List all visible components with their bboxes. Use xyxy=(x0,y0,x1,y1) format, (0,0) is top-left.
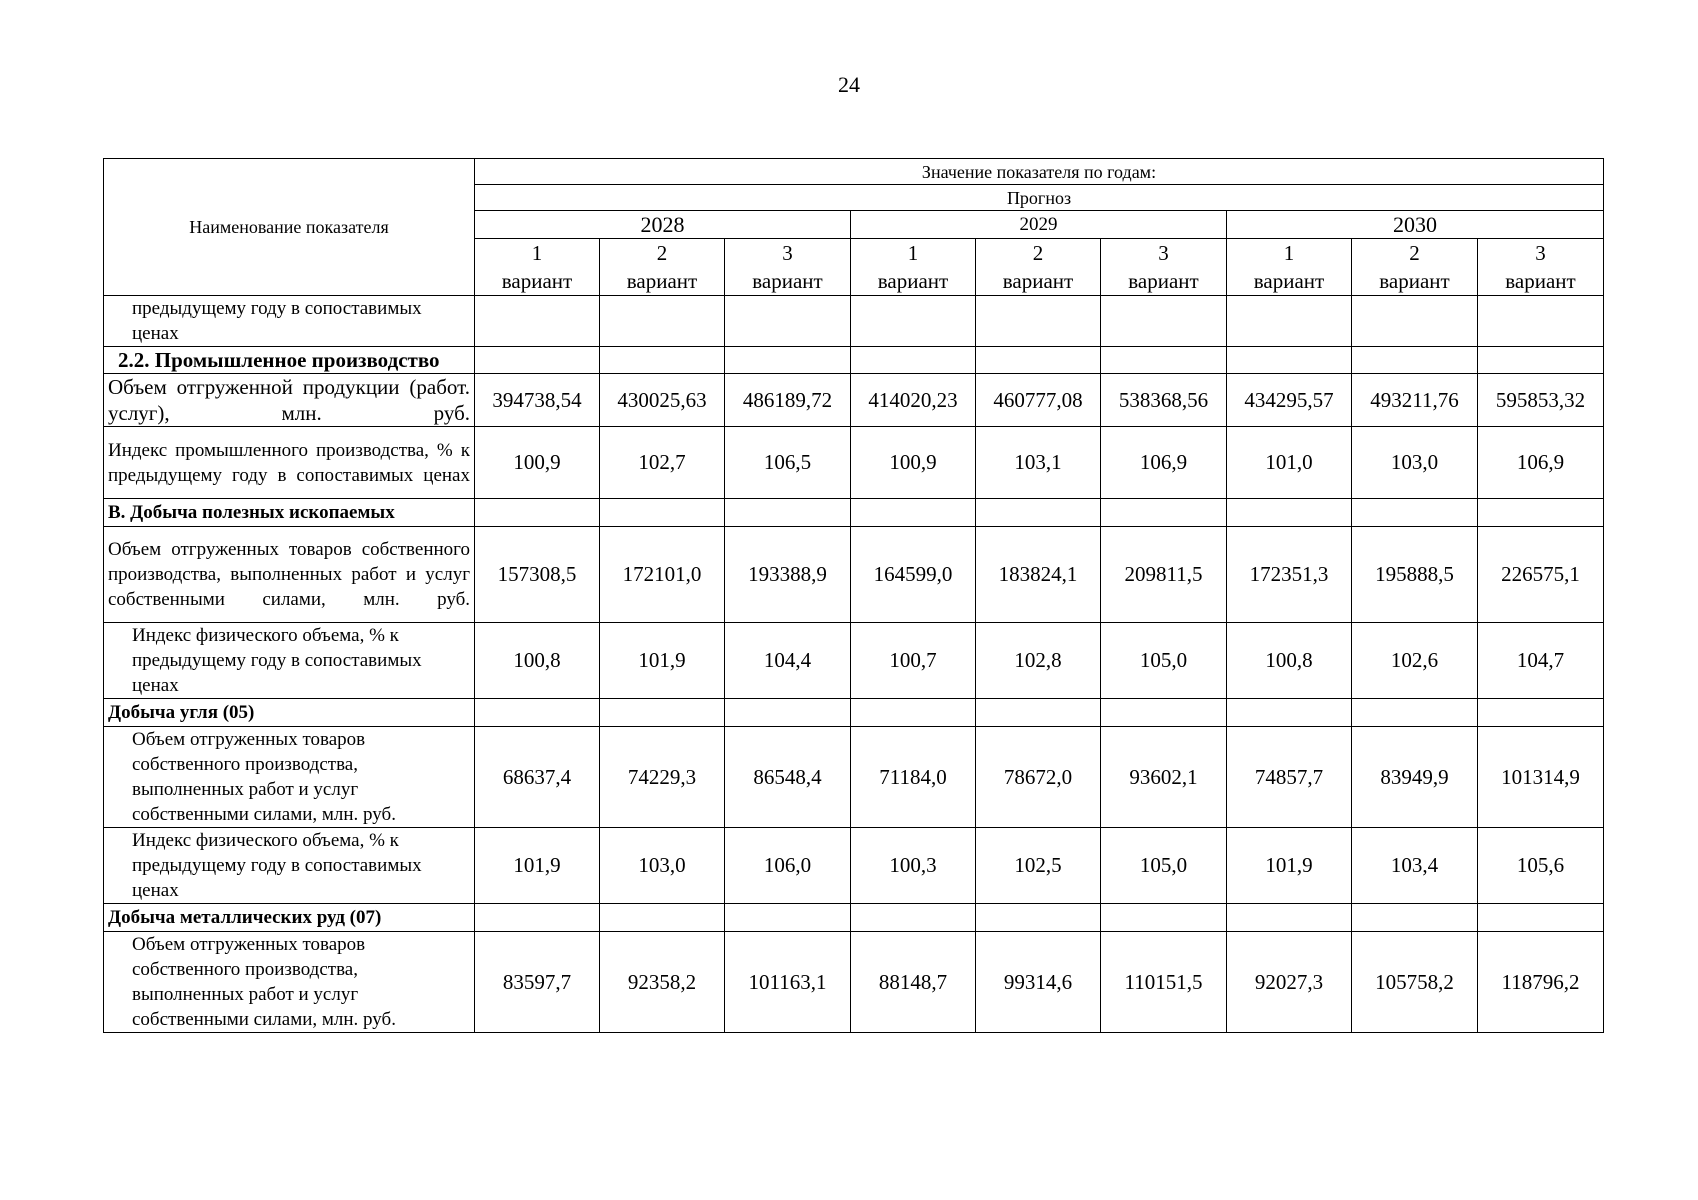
value-cell xyxy=(475,904,600,932)
value-cell: 183824,1 xyxy=(976,527,1101,623)
value-cell: 99314,6 xyxy=(976,932,1101,1033)
variant-number: 1 xyxy=(907,241,919,265)
value-cell xyxy=(1352,904,1478,932)
value-cell: 105,0 xyxy=(1101,828,1227,904)
value-cell xyxy=(725,347,851,374)
value-cell: 460777,08 xyxy=(976,374,1101,427)
table-row xyxy=(104,828,1604,904)
value-cell: 83597,7 xyxy=(475,932,600,1033)
table-row xyxy=(104,374,1604,427)
variant-header-2028-1 xyxy=(475,239,600,296)
value-cell: 110151,5 xyxy=(1101,932,1227,1033)
indicator-name: Индекс физического объема, % к предыдущему году в сопоставимых ценах xyxy=(104,828,475,904)
value-cell: 434295,57 xyxy=(1227,374,1352,427)
variant-header-2030-1 xyxy=(1227,239,1352,296)
value-cell: 103,0 xyxy=(600,828,725,904)
value-cell xyxy=(1478,699,1604,727)
variant-word: вариант xyxy=(1002,269,1074,293)
table-row xyxy=(104,527,1604,623)
value-cell: 100,7 xyxy=(851,623,976,699)
value-cell: 101163,1 xyxy=(725,932,851,1033)
value-cell xyxy=(1478,347,1604,374)
value-cell xyxy=(725,699,851,727)
value-cell: 101314,9 xyxy=(1478,727,1604,828)
indicator-name: Индекс физического объема, % к предыдущему году в сопоставимых ценах xyxy=(104,623,475,699)
variant-word: вариант xyxy=(1128,269,1199,293)
value-cell xyxy=(976,296,1101,347)
value-cell: 92027,3 xyxy=(1227,932,1352,1033)
value-cell xyxy=(1478,904,1604,932)
year-header-2030: 2030 xyxy=(1227,211,1604,239)
value-cell xyxy=(851,347,976,374)
value-cell: 164599,0 xyxy=(851,527,976,623)
value-cell xyxy=(976,904,1101,932)
value-cell: 104,4 xyxy=(725,623,851,699)
value-cell: 88148,7 xyxy=(851,932,976,1033)
value-cell: 193388,9 xyxy=(725,527,851,623)
variant-number: 3 xyxy=(1158,241,1169,265)
table-row xyxy=(104,623,1604,699)
value-cell: 92358,2 xyxy=(600,932,725,1033)
table-row xyxy=(104,427,1604,499)
year-header-2028: 2028 xyxy=(475,211,851,239)
value-cell: 104,7 xyxy=(1478,623,1604,699)
value-cell xyxy=(976,347,1101,374)
variant-word: вариант xyxy=(501,269,573,293)
indicator-name: Объем отгруженной продукции (работ. услуг), млн. руб. xyxy=(104,374,475,427)
indicator-name: Объем отгруженных товаров собственного производства, выполненных работ и услуг собственными силами, млн. руб. xyxy=(104,527,475,623)
value-cell: 100,3 xyxy=(851,828,976,904)
forecast-header: Прогноз xyxy=(475,185,1604,211)
value-cell: 100,8 xyxy=(1227,623,1352,699)
value-cell: 102,7 xyxy=(600,427,725,499)
value-cell xyxy=(1227,296,1352,347)
variant-number: 2 xyxy=(1409,241,1420,265)
section-row xyxy=(104,699,1604,727)
value-cell: 195888,5 xyxy=(1352,527,1478,623)
value-cell: 430025,63 xyxy=(600,374,725,427)
value-cell xyxy=(600,347,725,374)
indicator-name: Индекс промышленного производства, % к предыдущему году в сопоставимых ценах xyxy=(104,427,475,499)
value-cell xyxy=(851,904,976,932)
variant-number: 2 xyxy=(1032,241,1044,265)
value-cell xyxy=(1101,904,1227,932)
variant-header-2030-3 xyxy=(1478,239,1604,296)
variant-word: вариант xyxy=(877,269,949,293)
page-number: 24 xyxy=(838,72,860,97)
value-cell xyxy=(600,699,725,727)
value-cell: 106,0 xyxy=(725,828,851,904)
section-title: Добыча металлических руд (07) xyxy=(104,904,475,932)
value-cell xyxy=(475,347,600,374)
indicator-name-header: Наименование показателя xyxy=(104,159,475,296)
value-cell xyxy=(475,499,600,527)
value-cell: 172101,0 xyxy=(600,527,725,623)
variant-header-2028-2 xyxy=(600,239,725,296)
variant-number: 1 xyxy=(1283,241,1295,265)
section-title: Добыча угля (05) xyxy=(104,699,475,727)
value-cell xyxy=(1227,699,1352,727)
section-row xyxy=(104,499,1604,527)
value-cell xyxy=(976,699,1101,727)
value-cell: 103,0 xyxy=(1352,427,1478,499)
value-cell: 486189,72 xyxy=(725,374,851,427)
value-cell: 414020,23 xyxy=(851,374,976,427)
section-row xyxy=(104,904,1604,932)
value-cell: 538368,56 xyxy=(1101,374,1227,427)
value-cell xyxy=(1352,699,1478,727)
forecast-table xyxy=(103,158,1604,1033)
value-cell xyxy=(1227,904,1352,932)
value-cell: 68637,4 xyxy=(475,727,600,828)
value-cell xyxy=(600,499,725,527)
variant-header-2029-3 xyxy=(1101,239,1227,296)
value-cell: 493211,76 xyxy=(1352,374,1478,427)
value-cell: 106,5 xyxy=(725,427,851,499)
variant-word: вариант xyxy=(626,269,698,293)
value-cell xyxy=(1352,296,1478,347)
value-cell: 102,5 xyxy=(976,828,1101,904)
value-cell: 595853,32 xyxy=(1478,374,1604,427)
value-cell: 101,9 xyxy=(600,623,725,699)
variant-word: вариант xyxy=(1253,269,1325,293)
table-row xyxy=(104,932,1604,1033)
value-cell: 105,6 xyxy=(1478,828,1604,904)
variant-word: вариант xyxy=(752,269,823,293)
value-cell: 101,9 xyxy=(1227,828,1352,904)
value-cell: 100,9 xyxy=(475,427,600,499)
value-cell xyxy=(600,296,725,347)
value-cell: 93602,1 xyxy=(1101,727,1227,828)
value-cell: 105758,2 xyxy=(1352,932,1478,1033)
indicator-name: Объем отгруженных товаров собственного производства, выполненных работ и услуг собственными силами, млн. руб. xyxy=(104,932,475,1033)
value-cell: 71184,0 xyxy=(851,727,976,828)
value-cell: 101,9 xyxy=(475,828,600,904)
value-cell xyxy=(1101,347,1227,374)
value-cell: 83949,9 xyxy=(1352,727,1478,828)
year-header-2029: 2029 xyxy=(851,211,1227,239)
values-by-year-header: Значение показателя по годам: xyxy=(475,159,1604,185)
value-cell: 86548,4 xyxy=(725,727,851,828)
variant-number: 1 xyxy=(531,241,543,265)
value-cell xyxy=(1227,499,1352,527)
variant-word: вариант xyxy=(1505,269,1576,293)
value-cell: 74857,7 xyxy=(1227,727,1352,828)
value-cell: 102,6 xyxy=(1352,623,1478,699)
variant-header-2028-3 xyxy=(725,239,851,296)
value-cell xyxy=(725,499,851,527)
value-cell: 172351,3 xyxy=(1227,527,1352,623)
value-cell xyxy=(851,499,976,527)
value-cell xyxy=(475,699,600,727)
value-cell: 78672,0 xyxy=(976,727,1101,828)
section-title: B. Добыча полезных ископаемых xyxy=(104,499,475,527)
value-cell: 105,0 xyxy=(1101,623,1227,699)
value-cell xyxy=(1478,296,1604,347)
variant-header-2030-2 xyxy=(1352,239,1478,296)
value-cell xyxy=(851,296,976,347)
variant-header-2029-1 xyxy=(851,239,976,296)
value-cell xyxy=(1478,499,1604,527)
value-cell xyxy=(1101,499,1227,527)
value-cell xyxy=(1227,347,1352,374)
value-cell xyxy=(475,296,600,347)
value-cell: 157308,5 xyxy=(475,527,600,623)
value-cell: 118796,2 xyxy=(1478,932,1604,1033)
value-cell: 103,4 xyxy=(1352,828,1478,904)
indicator-name: Объем отгруженных товаров собственного производства, выполненных работ и услуг собственными силами, млн. руб. xyxy=(104,727,475,828)
value-cell xyxy=(725,904,851,932)
table-row xyxy=(104,727,1604,828)
value-cell: 394738,54 xyxy=(475,374,600,427)
value-cell: 100,8 xyxy=(475,623,600,699)
value-cell xyxy=(1352,499,1478,527)
value-cell: 102,8 xyxy=(976,623,1101,699)
value-cell: 226575,1 xyxy=(1478,527,1604,623)
value-cell xyxy=(600,904,725,932)
value-cell xyxy=(1101,699,1227,727)
value-cell xyxy=(851,699,976,727)
table-row xyxy=(104,296,1604,347)
value-cell xyxy=(1101,296,1227,347)
value-cell: 106,9 xyxy=(1101,427,1227,499)
section-title: 2.2. Промышленное производство xyxy=(104,347,475,374)
value-cell xyxy=(725,296,851,347)
variant-number: 3 xyxy=(1535,241,1546,265)
indicator-name: предыдущему году в сопоставимых ценах xyxy=(104,296,475,347)
variant-word: вариант xyxy=(1379,269,1450,293)
value-cell: 106,9 xyxy=(1478,427,1604,499)
value-cell: 209811,5 xyxy=(1101,527,1227,623)
value-cell: 103,1 xyxy=(976,427,1101,499)
value-cell xyxy=(1352,347,1478,374)
variant-number: 3 xyxy=(782,241,793,265)
value-cell: 101,0 xyxy=(1227,427,1352,499)
value-cell xyxy=(976,499,1101,527)
section-row xyxy=(104,347,1604,374)
table-body xyxy=(104,296,1604,1033)
value-cell: 74229,3 xyxy=(600,727,725,828)
variant-number: 2 xyxy=(656,241,668,265)
value-cell: 100,9 xyxy=(851,427,976,499)
variant-header-2029-2 xyxy=(976,239,1101,296)
